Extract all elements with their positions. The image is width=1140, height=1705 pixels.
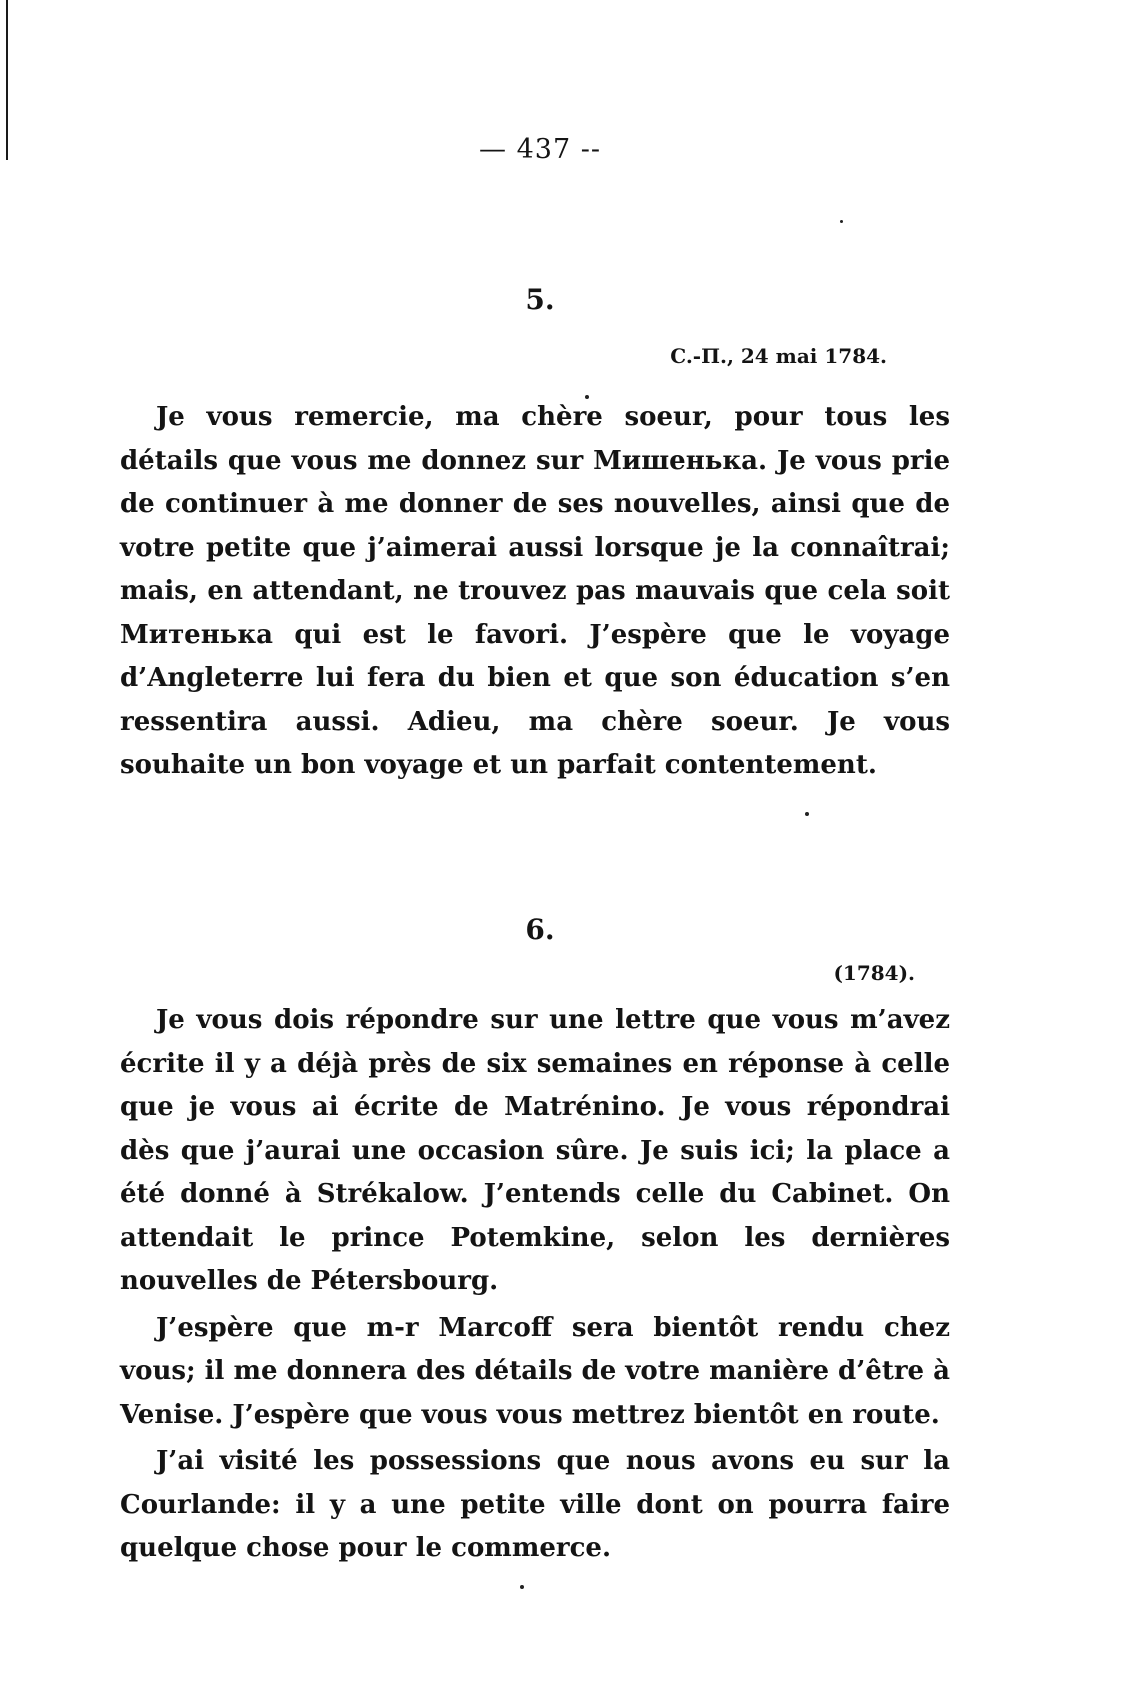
ink-speck (840, 220, 843, 223)
letter-6-dateline: (1784). (833, 961, 915, 985)
letter-5-number: 5. (525, 283, 555, 316)
letter-5-dateline: C.-П., 24 mai 1784. (670, 344, 887, 368)
letter-6-paragraph: Je vous dois répondre sur une lettre que vous m’avez écrite il y a déjà près de six semaines en réponse à celle que je vous ai écrite de Matrénino. Je vous répondrai dès que j’aurai une occasion sûre. Je suis ici; la place a été donné à Strékalow. J’entends celle du Cabinet. On attendait le prince Potemkine, selon les dernières nouvelles de Pétersbourg. (120, 1005, 950, 1296)
letter-6-paragraph: J’espère que m-r Marcoff sera bientôt rendu chez vous; il me donnera des détails de votre manière d’être à Venise. J’espère que vous vous mettrez bientôt en route. (120, 1312, 950, 1430)
letter-5-paragraph: Je vous remercie, ma chère soeur, pour tous les détails que vous me donnez sur Мишенька. Je vous prie de continuer à me donner de ses nouvelles, ainsi que de votre petite que j’aimerai aussi lorsque je la connaîtrai; mais, en attendant, ne trouvez pas mauvais que cela soit Митенька qui est le favori. J’espère que le voyage d’Angleterre lui fera du bien et que son éducation s’en ressentira aussi. Adieu, ma chère soeur. Je vous souhaite un bon voyage et un parfait contentement. (120, 402, 950, 780)
ink-speck (805, 812, 809, 816)
letter-6-paragraph: J’ai visité les possessions que nous avons eu sur la Courlande: il y a une petite ville dont on pourra faire quelque chose pour le commerce. (120, 1446, 950, 1563)
ink-speck (520, 1585, 524, 1589)
letter-6-number: 6. (525, 913, 555, 946)
letter-5-body (120, 396, 950, 788)
letter-6-body (120, 999, 950, 1571)
page-number: — 437 -- (479, 134, 601, 165)
